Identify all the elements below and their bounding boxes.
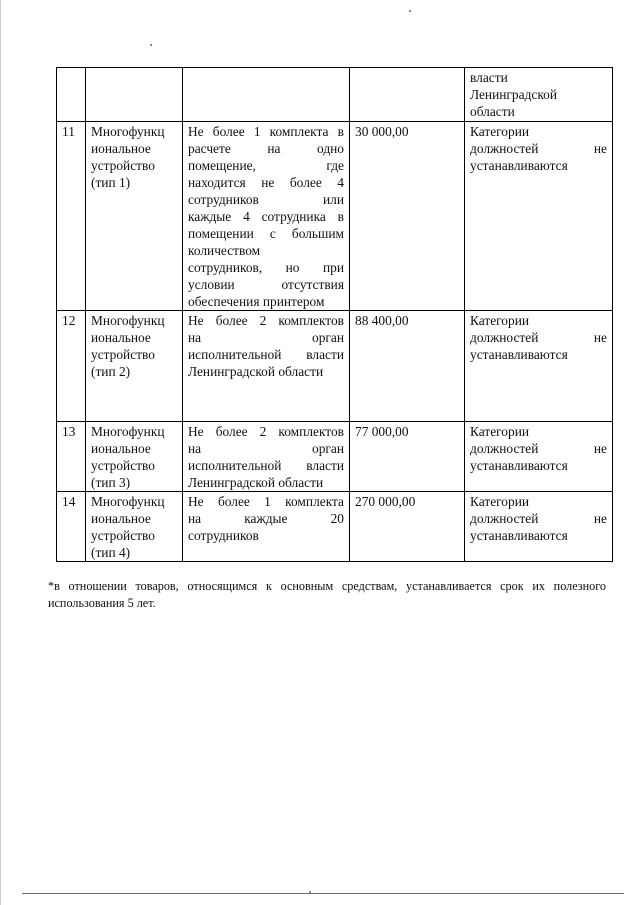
word: сотрудников, [188, 260, 263, 275]
cell-device [86, 311, 183, 422]
category-line: Категории [470, 494, 530, 509]
word: находится [188, 175, 246, 190]
word: Не [188, 124, 204, 139]
scan-speck [409, 10, 411, 12]
word: одно [317, 141, 344, 156]
word: комплектов [278, 313, 344, 328]
word: помещение, [188, 158, 256, 173]
word: комплектов [278, 424, 344, 439]
word: не [593, 511, 607, 526]
word: отсутствия [281, 277, 344, 292]
word: должностей [470, 330, 539, 345]
quantity-norm-line [188, 174, 344, 191]
device-name-line: Многофункц [91, 424, 165, 439]
row-number: 11 [62, 124, 75, 139]
category-line [470, 329, 607, 346]
quantity-norm-line: Ленинградской области [188, 364, 324, 379]
word: более [212, 124, 245, 139]
device-name-line: (тип 2) [91, 364, 131, 379]
word: сотрудников [188, 192, 259, 207]
cell-category [465, 422, 613, 492]
row-number: 14 [62, 494, 76, 509]
quantity-norm-line: Ленинградской области [188, 475, 324, 490]
quantity-norm-line [188, 423, 344, 440]
price-value: 88 400,00 [355, 313, 409, 328]
category-line: Категории [470, 424, 530, 439]
word: где [326, 158, 344, 173]
norms-table-body [57, 68, 613, 562]
cell-price [350, 68, 465, 122]
cell-device [86, 422, 183, 492]
word: при [322, 260, 344, 275]
category-line: устанавливаются [470, 528, 568, 543]
norms-table [56, 67, 613, 562]
word: комплекта [285, 494, 344, 509]
category-line: устанавливаются [470, 158, 568, 173]
word: на [188, 441, 202, 456]
word: должностей [470, 141, 539, 156]
word: власти [306, 458, 344, 473]
word: не [593, 141, 607, 156]
word: на [267, 141, 281, 156]
quantity-norm-line [188, 312, 344, 329]
cell-num [57, 422, 86, 492]
category-line: власти [470, 70, 508, 85]
word: Не [188, 424, 204, 439]
word: каждые [188, 209, 232, 224]
quantity-norm-line [188, 457, 344, 474]
cell-quantity [183, 311, 350, 422]
quantity-norm-line [188, 208, 344, 225]
cell-category [465, 68, 613, 122]
word: более [215, 424, 248, 439]
quantity-norm-line [188, 259, 344, 276]
table-row [57, 311, 613, 422]
word: помещении [188, 226, 254, 241]
quantity-norm-line [188, 510, 344, 527]
quantity-norm-line: сотрудников [188, 528, 259, 543]
word: исполнительной [188, 458, 282, 473]
word: каждые [244, 511, 288, 526]
category-line: Ленинградской [470, 87, 558, 102]
cell-num [57, 122, 86, 311]
quantity-norm-line [188, 276, 344, 293]
price-value: 270 000,00 [355, 494, 416, 509]
category-line [470, 440, 607, 457]
word: должностей [470, 511, 539, 526]
word: на [188, 511, 202, 526]
quantity-norm-line [188, 123, 344, 140]
word: 20 [330, 511, 344, 526]
row-number: 12 [62, 313, 76, 328]
quantity-norm-line [188, 440, 344, 457]
word: не [593, 441, 607, 456]
scan-speck [309, 891, 311, 893]
cell-category [465, 311, 613, 422]
category-line: Категории [470, 124, 530, 139]
device-name-line: иональное [91, 511, 151, 526]
word: исполнительной [188, 347, 282, 362]
scan-left-edge [0, 0, 1, 905]
word: более [289, 175, 322, 190]
word: орган [312, 441, 344, 456]
scan-speck [150, 44, 152, 46]
cell-num [57, 492, 86, 562]
word: с [269, 226, 276, 241]
cell-quantity [183, 68, 350, 122]
cell-device [86, 492, 183, 562]
word: расчете [188, 141, 231, 156]
word: 2 [259, 313, 267, 328]
word: Не [188, 313, 204, 328]
quantity-norm-line [188, 225, 344, 242]
word: 4 [243, 209, 250, 224]
scan-bottom-border [22, 893, 624, 894]
device-name-line: устройство [91, 347, 155, 362]
device-name-line: Многофункц [91, 124, 165, 139]
word: более [215, 313, 248, 328]
cell-num [57, 311, 86, 422]
category-line [470, 140, 607, 157]
word: 2 [259, 424, 267, 439]
word: или [322, 192, 344, 207]
table-row [57, 492, 613, 562]
word: не [593, 330, 607, 345]
device-name-line: Многофункц [91, 313, 165, 328]
device-name-line: иональное [91, 330, 151, 345]
word: на [188, 330, 202, 345]
quantity-norm-line: количеством [188, 243, 261, 258]
cell-price [350, 122, 465, 311]
word: комплекта [269, 124, 329, 139]
quantity-norm-line: обеспечения принтером [188, 294, 325, 309]
cell-device [86, 122, 183, 311]
price-value: 77 000,00 [355, 424, 409, 439]
device-name-line: устройство [91, 158, 155, 173]
cell-num [57, 68, 86, 122]
cell-price [350, 492, 465, 562]
cell-price [350, 422, 465, 492]
device-name-line: (тип 1) [91, 175, 131, 190]
word: сотрудника [261, 209, 326, 224]
footnote: *в отношении товаров, относящимся к основным средствам, устанавливается срок их полезного использования 5 лет. [48, 579, 606, 610]
category-line: Категории [470, 313, 530, 328]
cell-price [350, 311, 465, 422]
device-name-line: (тип 4) [91, 545, 131, 560]
device-name-line: (тип 3) [91, 475, 131, 490]
quantity-norm-line [188, 191, 344, 208]
word: Не [188, 494, 204, 509]
category-line [470, 510, 607, 527]
cell-device [86, 68, 183, 122]
device-name-line: иональное [91, 441, 151, 456]
word: в [337, 124, 344, 139]
word: более [217, 494, 250, 509]
price-value: 30 000,00 [355, 124, 409, 139]
word: условии [188, 277, 235, 292]
table-row-continuation [57, 68, 613, 122]
cell-category [465, 492, 613, 562]
word: 1 [264, 494, 271, 509]
quantity-norm-line [188, 346, 344, 363]
quantity-norm-line [188, 329, 344, 346]
cell-quantity [183, 422, 350, 492]
category-line: устанавливаются [470, 347, 568, 362]
category-line: устанавливаются [470, 458, 568, 473]
word: большим [291, 226, 344, 241]
word: власти [306, 347, 344, 362]
device-name-line: Многофункц [91, 494, 165, 509]
device-name-line: иональное [91, 141, 151, 156]
quantity-norm-line [188, 140, 344, 157]
word: в [337, 209, 344, 224]
row-number: 13 [62, 424, 76, 439]
table-row [57, 122, 613, 311]
word: 4 [337, 175, 344, 190]
word: но [285, 260, 300, 275]
word: орган [312, 330, 344, 345]
word: не [261, 175, 275, 190]
device-name-line: устройство [91, 458, 155, 473]
cell-category [465, 122, 613, 311]
word: должностей [470, 441, 539, 456]
cell-quantity [183, 492, 350, 562]
quantity-norm-line [188, 493, 344, 510]
device-name-line: устройство [91, 528, 155, 543]
cell-quantity [183, 122, 350, 311]
quantity-norm-line [188, 157, 344, 174]
category-line: области [470, 104, 515, 119]
word: 1 [253, 124, 261, 139]
table-row [57, 422, 613, 492]
